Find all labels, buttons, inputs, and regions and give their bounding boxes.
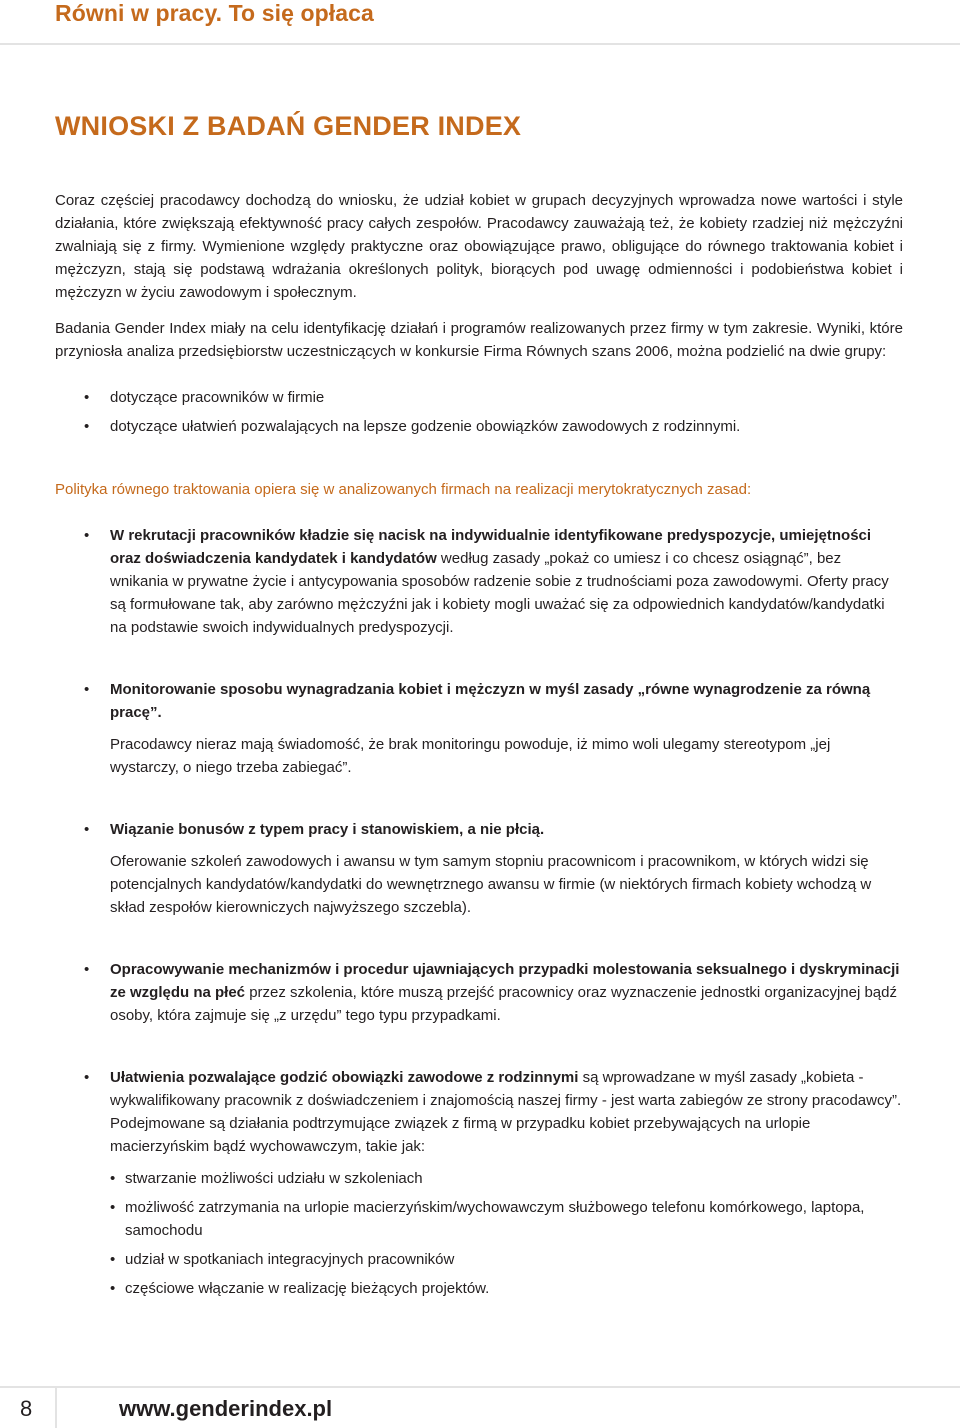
footer-divider [0, 1386, 960, 1388]
bullet-icon: • [84, 1069, 90, 1086]
main-content [55, 189, 903, 1306]
header-divider [0, 43, 960, 45]
section-heading: WNIOSKI Z BADAŃ GENDER INDEX [55, 111, 522, 141]
support-actions-list [110, 1167, 903, 1300]
principle-text [110, 524, 903, 639]
principle-text [110, 818, 903, 841]
principle-bold: Opracowywanie mechanizmów i procedur ujawniających przypadki molestowania seksualnego i dyskryminacji ze względu na płeć [110, 961, 900, 1001]
principle-harassment [55, 958, 903, 1027]
principle-bold: Monitorowanie sposobu wynagradzania kobiet i mężczyzn w myśl zasady „równe wynagrodzenie za równą pracę”. [110, 681, 871, 721]
principle-bonuses [55, 818, 903, 919]
principle-work-life [55, 1066, 903, 1300]
principle-bold: Wiązanie bonusów z typem pracy i stanowiskiem, a nie płcią. [110, 821, 545, 838]
principle-bold: W rekrutacji pracowników kładzie się nacisk na indywidualnie identyfikowane predyspozycje, umiejętności oraz doświadczenia kandydatek i kandydatów [110, 527, 872, 567]
principle-body: przez szkolenia, które muszą przejść pracownicy oraz wyznaczenie jednostki organizacyjnej bądź osoby, która zajmuje się „z urzędu” tego typu przypadkami. [110, 984, 897, 1024]
groups-list [55, 386, 903, 438]
principle-recruitment [55, 524, 903, 639]
principle-bold: Ułatwienia pozwalające godzić obowiązki zawodowe z rodzinnymi [110, 1069, 579, 1086]
principle-pay-monitoring [55, 678, 903, 779]
footer-url: www.genderindex.pl [119, 1396, 333, 1421]
bullet-icon: • [84, 961, 90, 978]
principle-body: Pracodawcy nieraz mają świadomość, że brak monitoringu powoduje, iż mimo woli ulegamy stereotypom „jej wystarczy, o niego trzeba zabiegać”. [110, 736, 831, 776]
bullet-icon: • [84, 527, 90, 544]
list-item: • częściowe włączanie w realizację bieżących projektów. [110, 1277, 903, 1300]
principle-text [110, 1066, 903, 1158]
policy-heading: Polityka równego traktowania opiera się w analizowanych firmach na realizacji merytokratycznych zasad: [55, 481, 752, 498]
running-header-title: Równi w pracy. To się opłaca [55, 0, 374, 26]
intro-paragraph: Coraz częściej pracodawcy dochodzą do wniosku, że udział kobiet w grupach decyzyjnych wprowadza nowe wartości i style działania, które zwiększają efektywność pracy całych zespołów. Pracodawcy zauważają też, że kobiety rzadziej niż mężczyźni zwalniają się z firmy. Wymienione względy praktyczne oraz obowiązujące prawo, obligujące do równego traktowania kobiet i mężczyzn, stają się podstawą wdrażania określonych polityk, biorących pod uwagę odmienności i podobieństwa kobiet i mężczyzn w życiu zawodowym i społecznym. [55, 192, 903, 301]
principle-text [110, 678, 903, 724]
list-item: • dotyczące pracowników w firmie [55, 386, 903, 409]
bullet-icon: • [84, 821, 90, 838]
list-item: • dotyczące ułatwień pozwalających na lepsze godzenie obowiązków zawodowych z rodzinnymi. [55, 415, 903, 438]
principle-body: Oferowanie szkoleń zawodowych i awansu w tym samym stopniu pracownicom i pracownikom, w których widzi się potencjalnych kandydatów/kandydatki do wewnętrznego awansu w firmie (w niektórych firmach kobiety wchodzą w skład zespołów kierowniczych najwyższego szczebla). [110, 853, 872, 916]
list-item: • stwarzanie możliwości udziału w szkoleniach [110, 1167, 903, 1190]
research-paragraph: Badania Gender Index miały na celu identyfikację działań i programów realizowanych przez firmy w tym zakresie. Wyniki, które przyniosła analiza przedsiębiorstw uczestniczących w konkursie Firma Równych szans 2006, można podzielić na dwie grupy: [55, 320, 903, 360]
bullet-icon: • [84, 681, 90, 698]
page-number: 8 [20, 1396, 33, 1421]
principle-body: są wprowadzane w myśl zasady „kobieta - wykwalifikowany pracownik z doświadczeniem i znajomością naszej firmy - jest warta zabiegów ze strony pracodawcy”. Podejmowane są działania podtrzymujące związek z firmą w przypadku kobiet przebywających na urlopie macierzyńskim bądź wychowawczym, takie jak: [110, 1069, 902, 1155]
list-item: • udział w spotkaniach integracyjnych pracowników [110, 1248, 903, 1271]
principle-text [110, 958, 903, 1027]
footer-vertical-divider [55, 1388, 57, 1428]
principle-body: według zasady „pokaż co umiesz i co chcesz osiągnąć”, bez wnikania w prywatne życie i antycypowania sposobów radzenie sobie z trudnościami poza zawodowymi. Oferty pracy są formułowane tak, aby zarówno mężczyźni jak i kobiety mogli uważać się za odpowiednich kandydatów/kandydatki na podstawie swoich indywidualnych predyspozycji. [110, 550, 889, 636]
list-item: • możliwość zatrzymania na urlopie macierzyńskim/wychowawczym służbowego telefonu komórkowego, laptopa, samochodu [110, 1196, 903, 1242]
